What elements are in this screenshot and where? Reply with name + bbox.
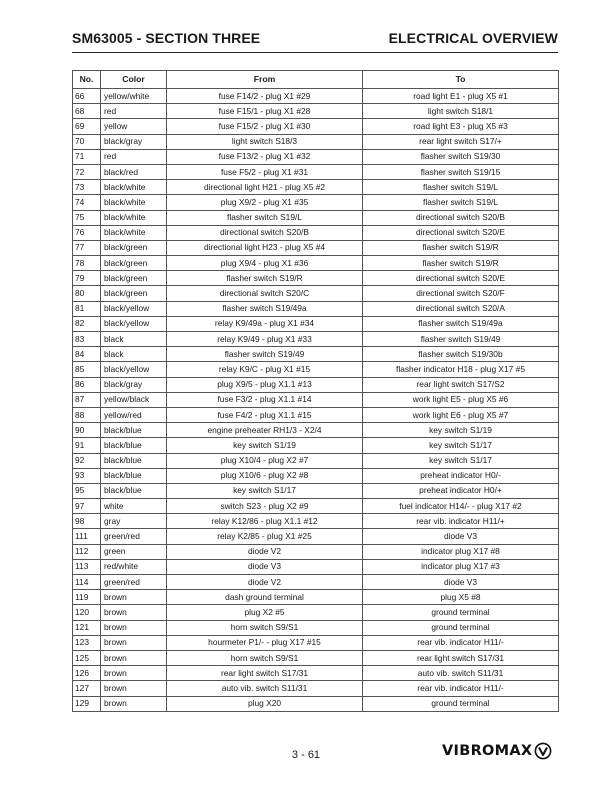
- cell-to: ground terminal: [363, 696, 559, 711]
- cell-from: flasher switch S19/49: [167, 347, 363, 362]
- cell-no: 83: [73, 332, 101, 347]
- cell-to: rear light switch S17/+: [363, 134, 559, 149]
- cell-to: flasher switch S19/15: [363, 164, 559, 179]
- cell-to: rear vib. indicator H11/-: [363, 635, 559, 650]
- cell-no: 82: [73, 316, 101, 331]
- cell-from: horn switch S9/S1: [167, 620, 363, 635]
- cell-color: black/green: [101, 240, 167, 255]
- table-row: [73, 635, 559, 650]
- cell-to: ground terminal: [363, 605, 559, 620]
- cell-no: 112: [73, 544, 101, 559]
- cell-to: directional switch S20/E: [363, 225, 559, 240]
- cell-from: plug X2 #5: [167, 605, 363, 620]
- cell-from: horn switch S9/S1: [167, 650, 363, 665]
- table-row: [73, 164, 559, 179]
- cell-from: dash ground terminal: [167, 590, 363, 605]
- table-row: [73, 483, 559, 498]
- cell-from: flasher switch S19/L: [167, 210, 363, 225]
- cell-to: rear vib. indicator H11/-: [363, 681, 559, 696]
- cell-to: flasher indicator H18 - plug X17 #5: [363, 362, 559, 377]
- cell-no: 119: [73, 590, 101, 605]
- cell-no: 76: [73, 225, 101, 240]
- table-row: [73, 499, 559, 514]
- table-row: [73, 180, 559, 195]
- cell-to: diode V3: [363, 529, 559, 544]
- cell-from: plug X10/4 - plug X2 #7: [167, 453, 363, 468]
- cell-color: brown: [101, 635, 167, 650]
- table-row: [73, 696, 559, 711]
- cell-no: 69: [73, 119, 101, 134]
- table-row: [73, 347, 559, 362]
- cell-no: 66: [73, 89, 101, 104]
- cell-color: green/red: [101, 575, 167, 590]
- cell-to: key switch S1/19: [363, 423, 559, 438]
- cell-color: black/blue: [101, 468, 167, 483]
- cell-from: directional switch S20/B: [167, 225, 363, 240]
- cell-to: preheat indicator H0/-: [363, 468, 559, 483]
- cell-from: engine preheater RH1/3 - X2/4: [167, 423, 363, 438]
- cell-no: 77: [73, 240, 101, 255]
- cell-color: black/yellow: [101, 301, 167, 316]
- cell-color: black/blue: [101, 483, 167, 498]
- cell-no: 129: [73, 696, 101, 711]
- cell-color: black/green: [101, 256, 167, 271]
- cell-no: 92: [73, 453, 101, 468]
- brand-logo: [442, 742, 552, 760]
- cell-color: yellow/white: [101, 89, 167, 104]
- cell-color: black/gray: [101, 377, 167, 392]
- cell-from: directional light H23 - plug X5 #4: [167, 240, 363, 255]
- cell-from: light switch S18/3: [167, 134, 363, 149]
- table-row: [73, 271, 559, 286]
- cell-no: 78: [73, 256, 101, 271]
- cell-from: directional switch S20/C: [167, 286, 363, 301]
- cell-from: key switch S1/17: [167, 483, 363, 498]
- cell-from: fuse F5/2 - plug X1 #31: [167, 164, 363, 179]
- table-row: [73, 286, 559, 301]
- cell-to: road light E1 - plug X5 #1: [363, 89, 559, 104]
- cell-no: 98: [73, 514, 101, 529]
- table-row: [73, 438, 559, 453]
- cell-no: 81: [73, 301, 101, 316]
- cell-to: directional switch S20/E: [363, 271, 559, 286]
- table-row: [73, 650, 559, 665]
- cell-color: green/red: [101, 529, 167, 544]
- table-row: [73, 605, 559, 620]
- table-row: [73, 210, 559, 225]
- cell-from: flasher switch S19/R: [167, 271, 363, 286]
- cell-color: brown: [101, 620, 167, 635]
- table-row: [73, 407, 559, 422]
- section-title: SM63005 - SECTION THREE: [72, 30, 261, 46]
- cell-from: plug X9/2 - plug X1 #35: [167, 195, 363, 210]
- cell-to: flasher switch S19/30: [363, 149, 559, 164]
- cell-to: flasher switch S19/L: [363, 195, 559, 210]
- cell-color: black/gray: [101, 134, 167, 149]
- cell-color: red: [101, 149, 167, 164]
- cell-to: rear light switch S17/31: [363, 650, 559, 665]
- table-header-row: [73, 71, 559, 89]
- column-header-to: To: [363, 71, 559, 89]
- cell-no: 121: [73, 620, 101, 635]
- cell-no: 70: [73, 134, 101, 149]
- cell-color: black: [101, 347, 167, 362]
- table-row: [73, 423, 559, 438]
- cell-to: auto vib. switch S11/31: [363, 666, 559, 681]
- cell-no: 87: [73, 392, 101, 407]
- cell-from: rear light switch S17/31: [167, 666, 363, 681]
- table-row: [73, 392, 559, 407]
- cell-from: diode V2: [167, 544, 363, 559]
- cell-color: red/white: [101, 559, 167, 574]
- cell-color: yellow/red: [101, 407, 167, 422]
- table-row: [73, 620, 559, 635]
- cell-color: black/yellow: [101, 362, 167, 377]
- table-row: [73, 332, 559, 347]
- cell-from: plug X9/4 - plug X1 #36: [167, 256, 363, 271]
- cell-color: black/red: [101, 164, 167, 179]
- table-row: [73, 240, 559, 255]
- cell-from: fuse F15/1 - plug X1 #28: [167, 104, 363, 119]
- cell-to: indicator plug X17 #8: [363, 544, 559, 559]
- cell-to: key switch S1/17: [363, 438, 559, 453]
- cell-from: relay K12/86 - plug X1.1 #12: [167, 514, 363, 529]
- table-row: [73, 544, 559, 559]
- page-title: ELECTRICAL OVERVIEW: [388, 30, 558, 46]
- table-row: [73, 362, 559, 377]
- table-row: [73, 225, 559, 240]
- cell-color: black/white: [101, 210, 167, 225]
- cell-color: black/green: [101, 271, 167, 286]
- table-row: [73, 468, 559, 483]
- cell-no: 72: [73, 164, 101, 179]
- cell-no: 85: [73, 362, 101, 377]
- cell-to: flasher switch S19/R: [363, 240, 559, 255]
- cell-color: black/white: [101, 180, 167, 195]
- table-row: [73, 104, 559, 119]
- table-row: [73, 575, 559, 590]
- cell-color: brown: [101, 590, 167, 605]
- cell-from: switch S23 - plug X2 #9: [167, 499, 363, 514]
- cell-to: flasher switch S19/49: [363, 332, 559, 347]
- cell-to: directional switch S20/B: [363, 210, 559, 225]
- cell-from: hourmeter P1/- - plug X17 #15: [167, 635, 363, 650]
- cell-color: yellow/black: [101, 392, 167, 407]
- cell-color: green: [101, 544, 167, 559]
- cell-from: fuse F13/2 - plug X1 #32: [167, 149, 363, 164]
- column-header-from: From: [167, 71, 363, 89]
- cell-from: fuse F3/2 - plug X1.1 #14: [167, 392, 363, 407]
- cell-to: diode V3: [363, 575, 559, 590]
- table-row: [73, 514, 559, 529]
- cell-color: black: [101, 332, 167, 347]
- table-row: [73, 195, 559, 210]
- cell-color: black/blue: [101, 438, 167, 453]
- cell-no: 93: [73, 468, 101, 483]
- cell-from: directional light H21 - plug X5 #2: [167, 180, 363, 195]
- cell-no: 73: [73, 180, 101, 195]
- cell-no: 111: [73, 529, 101, 544]
- cell-from: relay K9/49a - plug X1 #34: [167, 316, 363, 331]
- cell-no: 79: [73, 271, 101, 286]
- cell-color: black/yellow: [101, 316, 167, 331]
- cell-to: indicator plug X17 #3: [363, 559, 559, 574]
- cell-no: 86: [73, 377, 101, 392]
- cell-color: brown: [101, 650, 167, 665]
- cell-color: yellow: [101, 119, 167, 134]
- cell-to: flasher switch S19/49a: [363, 316, 559, 331]
- cell-no: 113: [73, 559, 101, 574]
- cell-no: 91: [73, 438, 101, 453]
- cell-to: work light E6 - plug X5 #7: [363, 407, 559, 422]
- table-row: [73, 119, 559, 134]
- cell-to: rear vib. indicator H11/+: [363, 514, 559, 529]
- cell-from: plug X20: [167, 696, 363, 711]
- cell-to: plug X5 #8: [363, 590, 559, 605]
- cell-to: directional switch S20/A: [363, 301, 559, 316]
- cell-from: fuse F15/2 - plug X1 #30: [167, 119, 363, 134]
- cell-to: directional switch S20/F: [363, 286, 559, 301]
- cell-no: 68: [73, 104, 101, 119]
- cell-color: black/white: [101, 195, 167, 210]
- cell-no: 125: [73, 650, 101, 665]
- cell-color: brown: [101, 666, 167, 681]
- cell-no: 88: [73, 407, 101, 422]
- cell-to: flasher switch S19/R: [363, 256, 559, 271]
- cell-no: 80: [73, 286, 101, 301]
- cell-from: plug X10/6 - plug X2 #8: [167, 468, 363, 483]
- cell-no: 74: [73, 195, 101, 210]
- cell-from: diode V3: [167, 559, 363, 574]
- cell-to: ground terminal: [363, 620, 559, 635]
- cell-color: brown: [101, 681, 167, 696]
- cell-from: flasher switch S19/49a: [167, 301, 363, 316]
- table-row: [73, 681, 559, 696]
- cell-to: road light E3 - plug X5 #3: [363, 119, 559, 134]
- cell-to: light switch S18/1: [363, 104, 559, 119]
- table-row: [73, 149, 559, 164]
- cell-from: relay K2/85 - plug X1 #25: [167, 529, 363, 544]
- cell-no: 120: [73, 605, 101, 620]
- cell-color: gray: [101, 514, 167, 529]
- cell-no: 84: [73, 347, 101, 362]
- table-row: [73, 453, 559, 468]
- cell-color: white: [101, 499, 167, 514]
- table-row: [73, 89, 559, 104]
- cell-no: 123: [73, 635, 101, 650]
- table-row: [73, 377, 559, 392]
- table-row: [73, 529, 559, 544]
- cell-no: 71: [73, 149, 101, 164]
- cell-from: relay K9/49 - plug X1 #33: [167, 332, 363, 347]
- cell-color: black/white: [101, 225, 167, 240]
- column-header-no: No.: [73, 71, 101, 89]
- cell-color: red: [101, 104, 167, 119]
- table-row: [73, 666, 559, 681]
- column-header-color: Color: [101, 71, 167, 89]
- cell-color: brown: [101, 605, 167, 620]
- cell-to: flasher switch S19/L: [363, 180, 559, 195]
- cell-from: auto vib. switch S11/31: [167, 681, 363, 696]
- cell-from: relay K9/C - plug X1 #15: [167, 362, 363, 377]
- cell-to: key switch S1/17: [363, 453, 559, 468]
- vibromax-v-emblem-icon: [534, 742, 552, 760]
- cell-color: brown: [101, 696, 167, 711]
- brand-name: VIBROMAX: [442, 743, 533, 759]
- table-row: [73, 134, 559, 149]
- cell-to: flasher switch S19/30b: [363, 347, 559, 362]
- table-row: [73, 316, 559, 331]
- wiring-table: [72, 70, 559, 712]
- cell-from: fuse F14/2 - plug X1 #29: [167, 89, 363, 104]
- cell-from: diode V2: [167, 575, 363, 590]
- cell-to: fuel indicator H14/- - plug X17 #2: [363, 499, 559, 514]
- cell-color: black/blue: [101, 423, 167, 438]
- table-row: [73, 256, 559, 271]
- cell-no: 95: [73, 483, 101, 498]
- cell-no: 114: [73, 575, 101, 590]
- cell-no: 90: [73, 423, 101, 438]
- cell-to: preheat indicator H0/+: [363, 483, 559, 498]
- cell-from: plug X9/5 - plug X1.1 #13: [167, 377, 363, 392]
- page-number: 3 - 61: [291, 749, 321, 761]
- table-row: [73, 301, 559, 316]
- cell-no: 126: [73, 666, 101, 681]
- cell-color: black/green: [101, 286, 167, 301]
- cell-from: fuse F4/2 - plug X1.1 #15: [167, 407, 363, 422]
- cell-color: black/blue: [101, 453, 167, 468]
- cell-to: rear light switch S17/S2: [363, 377, 559, 392]
- header-divider: [72, 52, 558, 53]
- cell-no: 75: [73, 210, 101, 225]
- cell-from: key switch S1/19: [167, 438, 363, 453]
- cell-no: 127: [73, 681, 101, 696]
- table-row: [73, 590, 559, 605]
- table-row: [73, 559, 559, 574]
- cell-no: 97: [73, 499, 101, 514]
- cell-to: work light E5 - plug X5 #6: [363, 392, 559, 407]
